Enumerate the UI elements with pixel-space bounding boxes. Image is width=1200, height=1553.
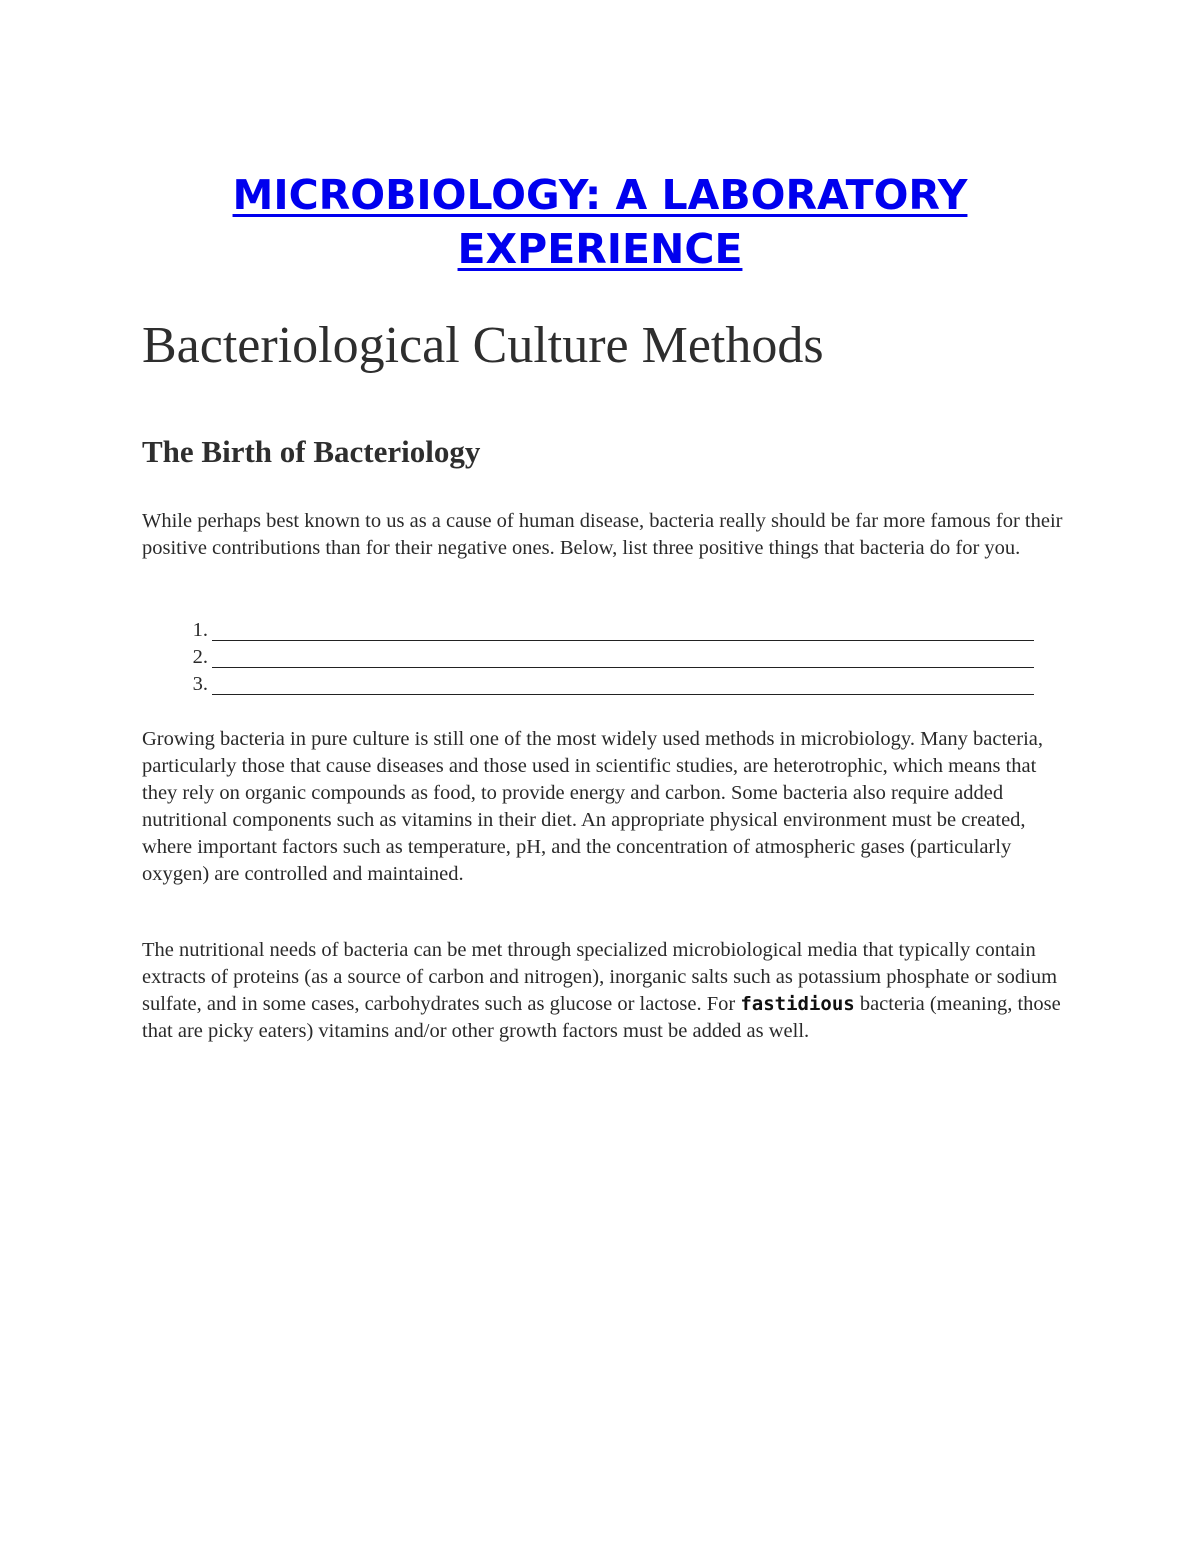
document-title-link[interactable]: MICROBIOLOGY: A LABORATORY EXPERIENCE [232,171,968,273]
nutrition-text-after: bacteria (meaning, those that are picky eaters) vitamins and/or other growth factors must be added as well. [142,993,1061,1042]
answer-number: 2. [192,646,208,668]
answer-list [142,617,1042,698]
intro-paragraph: While perhaps best known to us as a cause of human disease, bacteria really should be far more famous for their positive contributions than for their negative ones. Below, list three positive things that bacteria do for you. [142,510,1063,559]
growing-bacteria-paragraph: Growing bacteria in pure culture is still one of the most widely used methods in microbiology. Many bacteria, particularly those that cause diseases and those used in scientific studies, are heterotrophic, which means that they rely on organic compounds as food, to provide energy and carbon. Some bacteria also require added nutritional components such as vitamins in their diet. An appropriate physical environment must be created, where important factors such as temperature, pH, and the concentration of atmospheric gases (particularly oxygen) are controlled and maintained. [142,728,1044,885]
fastidious-term: fastidious [740,993,855,1015]
nutrition-text-before: The nutritional needs of bacteria can be met through specialized microbiological media that typically contain extracts of proteins (as a source of carbon and nitrogen), inorganic salts such as potassium phosphate or sodium sulfate, and in some cases, carbohydrates such as glucose or lactose. For [142,939,1058,1015]
nutrition-paragraph [142,937,1067,1045]
answer-blank-line[interactable] [212,675,1034,695]
answer-item [142,671,1042,698]
section-heading: The Birth of Bacteriology [142,434,481,469]
main-heading: Bacteriological Culture Methods [142,317,824,374]
answer-blank-line[interactable] [212,648,1034,668]
answer-number: 1. [192,619,208,641]
answer-item [142,617,1042,644]
answer-number: 3. [192,673,208,695]
answer-blank-line[interactable] [212,621,1034,641]
answer-item [142,644,1042,671]
